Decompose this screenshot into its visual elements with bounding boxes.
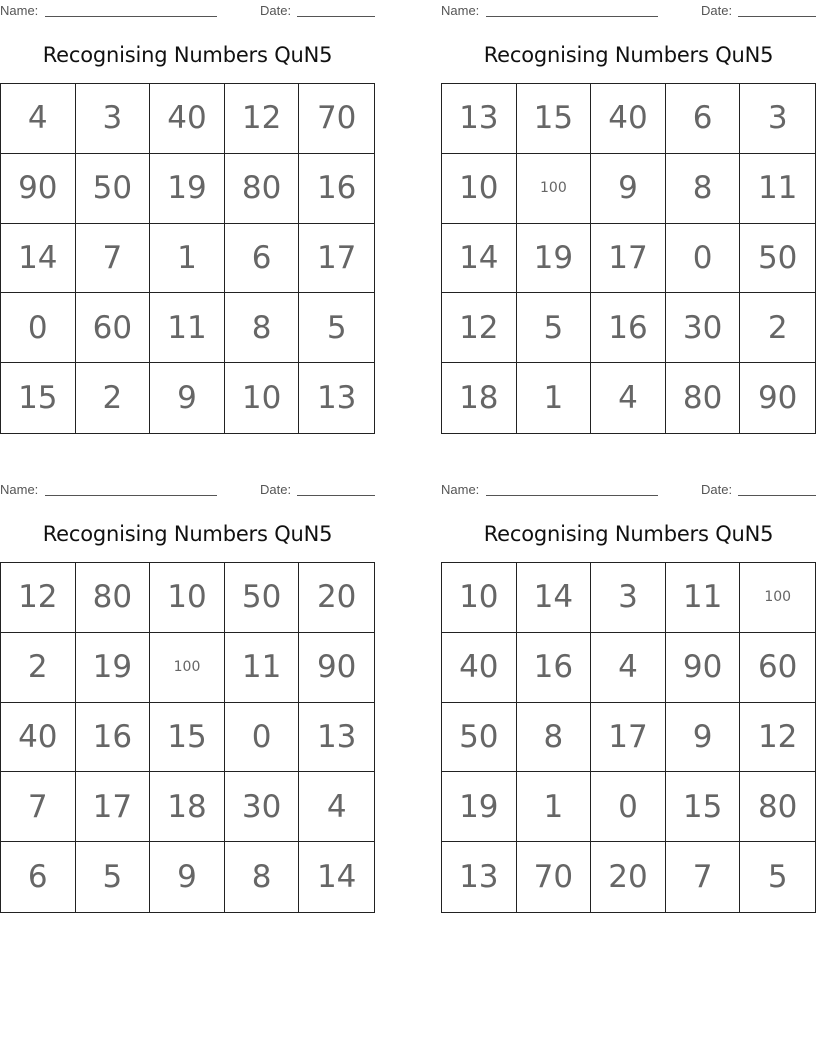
name-field[interactable] bbox=[45, 495, 217, 496]
grid-cell: 13 bbox=[299, 703, 374, 773]
grid-cell: 1 bbox=[150, 224, 225, 294]
grid-cell: 12 bbox=[740, 703, 815, 773]
grid-cell: 0 bbox=[591, 772, 666, 842]
grid-cell: 9 bbox=[591, 154, 666, 224]
grid-cell: 80 bbox=[666, 363, 741, 433]
grid-cell: 100 bbox=[517, 154, 592, 224]
grid-cell: 1 bbox=[517, 772, 592, 842]
grid-cell: 6 bbox=[666, 84, 741, 154]
grid-cell: 16 bbox=[517, 633, 592, 703]
grid-cell: 13 bbox=[442, 84, 517, 154]
grid-cell: 4 bbox=[591, 363, 666, 433]
grid-cell: 4 bbox=[1, 84, 76, 154]
date-field[interactable] bbox=[297, 16, 375, 17]
grid-cell: 13 bbox=[316, 380, 357, 417]
grid-cell: 15 bbox=[666, 772, 741, 842]
grid-cell: 100 bbox=[150, 633, 225, 703]
number-grid bbox=[0, 83, 375, 434]
grid-cell: 16 bbox=[591, 293, 666, 363]
grid-cell: 90 bbox=[757, 380, 798, 417]
grid-cell: 70 bbox=[517, 842, 592, 912]
grid-cell: 2 bbox=[1, 633, 76, 703]
grid-cell: 15 bbox=[1, 363, 76, 433]
grid-cell: 7 bbox=[76, 224, 151, 294]
name-date-header bbox=[0, 3, 375, 19]
grid-cell: 80 bbox=[740, 772, 815, 842]
grid-cell: 3 bbox=[740, 84, 815, 154]
grid-cell: 15 bbox=[517, 84, 592, 154]
number-grid bbox=[441, 83, 816, 434]
grid-cell: 4 bbox=[591, 633, 666, 703]
name-label: Name: bbox=[0, 3, 39, 18]
grid-cell: 40 bbox=[1, 703, 76, 773]
grid-cell: 16 bbox=[299, 154, 374, 224]
date-label: Date: bbox=[701, 3, 733, 18]
name-label: Name: bbox=[441, 3, 480, 18]
date-label: Date: bbox=[260, 482, 292, 497]
grid-cell: 13 bbox=[442, 842, 517, 912]
grid-cell: 10 bbox=[225, 363, 300, 433]
grid-cell: 19 bbox=[150, 154, 225, 224]
grid-cell: 90 bbox=[1, 154, 76, 224]
grid-cell: 8 bbox=[225, 293, 300, 363]
card-title: Recognising Numbers QuN5 bbox=[42, 522, 333, 546]
grid-cell: 16 bbox=[76, 703, 151, 773]
grid-cell: 5 bbox=[299, 293, 374, 363]
date-field[interactable] bbox=[738, 495, 816, 496]
grid-cell: 10 bbox=[442, 563, 517, 633]
number-grid bbox=[0, 562, 375, 913]
grid-cell: 12 bbox=[442, 293, 517, 363]
name-field[interactable] bbox=[486, 495, 658, 496]
grid-cell: 5 bbox=[76, 842, 151, 912]
grid-cell: 11 bbox=[740, 154, 815, 224]
date-field[interactable] bbox=[297, 495, 375, 496]
grid-cell: 15 bbox=[150, 703, 225, 773]
grid-cell: 90 bbox=[299, 633, 374, 703]
grid-cell: 1 bbox=[517, 363, 592, 433]
grid-cell: 0 bbox=[225, 703, 300, 773]
grid-cell: 12 bbox=[225, 84, 300, 154]
bingo-card bbox=[0, 0, 375, 440]
grid-cell: 3 bbox=[76, 84, 151, 154]
grid-cell: 7 bbox=[1, 772, 76, 842]
grid-cell: 11 bbox=[666, 563, 741, 633]
grid-cell: 40 bbox=[150, 84, 225, 154]
grid-cell: 0 bbox=[666, 224, 741, 294]
grid-cell: 9 bbox=[150, 363, 225, 433]
grid-cell: 8 bbox=[225, 842, 300, 912]
grid-cell: 7 bbox=[666, 842, 741, 912]
grid-cell: 20 bbox=[591, 842, 666, 912]
grid-cell: 14 bbox=[442, 224, 517, 294]
grid-cell: 6 bbox=[1, 842, 76, 912]
grid-cell: 40 bbox=[442, 633, 517, 703]
grid-cell: 30 bbox=[225, 772, 300, 842]
name-date-header bbox=[441, 3, 816, 19]
date-label: Date: bbox=[260, 3, 292, 18]
grid-cell: 9 bbox=[150, 842, 225, 912]
grid-cell: 17 bbox=[76, 772, 151, 842]
name-label: Name: bbox=[0, 482, 39, 497]
grid-cell: 80 bbox=[76, 563, 151, 633]
name-field[interactable] bbox=[486, 16, 658, 17]
name-date-header bbox=[0, 482, 375, 498]
grid-cell: 8 bbox=[666, 154, 741, 224]
date-label: Date: bbox=[701, 482, 733, 497]
grid-cell: 17 bbox=[591, 224, 666, 294]
grid-cell: 4 bbox=[299, 772, 374, 842]
grid-cell: 30 bbox=[666, 293, 741, 363]
grid-cell: 2 bbox=[76, 363, 151, 433]
grid-cell: 17 bbox=[591, 703, 666, 773]
grid-cell: 40 bbox=[591, 84, 666, 154]
bingo-card bbox=[0, 479, 375, 919]
bingo-card bbox=[441, 479, 816, 919]
grid-cell: 10 bbox=[150, 563, 225, 633]
grid-cell: 50 bbox=[76, 154, 151, 224]
grid-cell: 6 bbox=[225, 224, 300, 294]
name-field[interactable] bbox=[45, 16, 217, 17]
grid-cell: 14 bbox=[316, 859, 357, 896]
date-field[interactable] bbox=[738, 16, 816, 17]
card-title: Recognising Numbers QuN5 bbox=[483, 43, 774, 67]
grid-cell: 14 bbox=[1, 224, 76, 294]
bingo-card bbox=[441, 0, 816, 440]
grid-cell: 11 bbox=[150, 293, 225, 363]
grid-cell: 9 bbox=[666, 703, 741, 773]
grid-cell: 60 bbox=[76, 293, 151, 363]
grid-cell: 14 bbox=[517, 563, 592, 633]
grid-cell: 19 bbox=[517, 224, 592, 294]
grid-cell: 20 bbox=[299, 563, 374, 633]
grid-cell: 18 bbox=[442, 363, 517, 433]
grid-cell: 50 bbox=[225, 563, 300, 633]
grid-cell: 17 bbox=[299, 224, 374, 294]
grid-cell: 19 bbox=[76, 633, 151, 703]
card-title: Recognising Numbers QuN5 bbox=[483, 522, 774, 546]
grid-cell: 60 bbox=[740, 633, 815, 703]
grid-cell: 50 bbox=[740, 224, 815, 294]
grid-cell: 2 bbox=[740, 293, 815, 363]
grid-cell: 12 bbox=[1, 563, 76, 633]
grid-cell: 70 bbox=[299, 84, 374, 154]
grid-cell: 5 bbox=[767, 859, 788, 896]
grid-cell: 3 bbox=[591, 563, 666, 633]
grid-cell: 80 bbox=[225, 154, 300, 224]
grid-cell: 11 bbox=[225, 633, 300, 703]
grid-cell: 0 bbox=[1, 293, 76, 363]
grid-cell: 100 bbox=[740, 563, 815, 633]
grid-cell: 90 bbox=[666, 633, 741, 703]
grid-cell: 50 bbox=[442, 703, 517, 773]
grid-cell: 8 bbox=[517, 703, 592, 773]
grid-cell: 10 bbox=[442, 154, 517, 224]
grid-cell: 5 bbox=[517, 293, 592, 363]
number-grid bbox=[441, 562, 816, 913]
grid-cell: 19 bbox=[442, 772, 517, 842]
name-label: Name: bbox=[441, 482, 480, 497]
name-date-header bbox=[441, 482, 816, 498]
card-title: Recognising Numbers QuN5 bbox=[42, 43, 333, 67]
grid-cell: 18 bbox=[150, 772, 225, 842]
